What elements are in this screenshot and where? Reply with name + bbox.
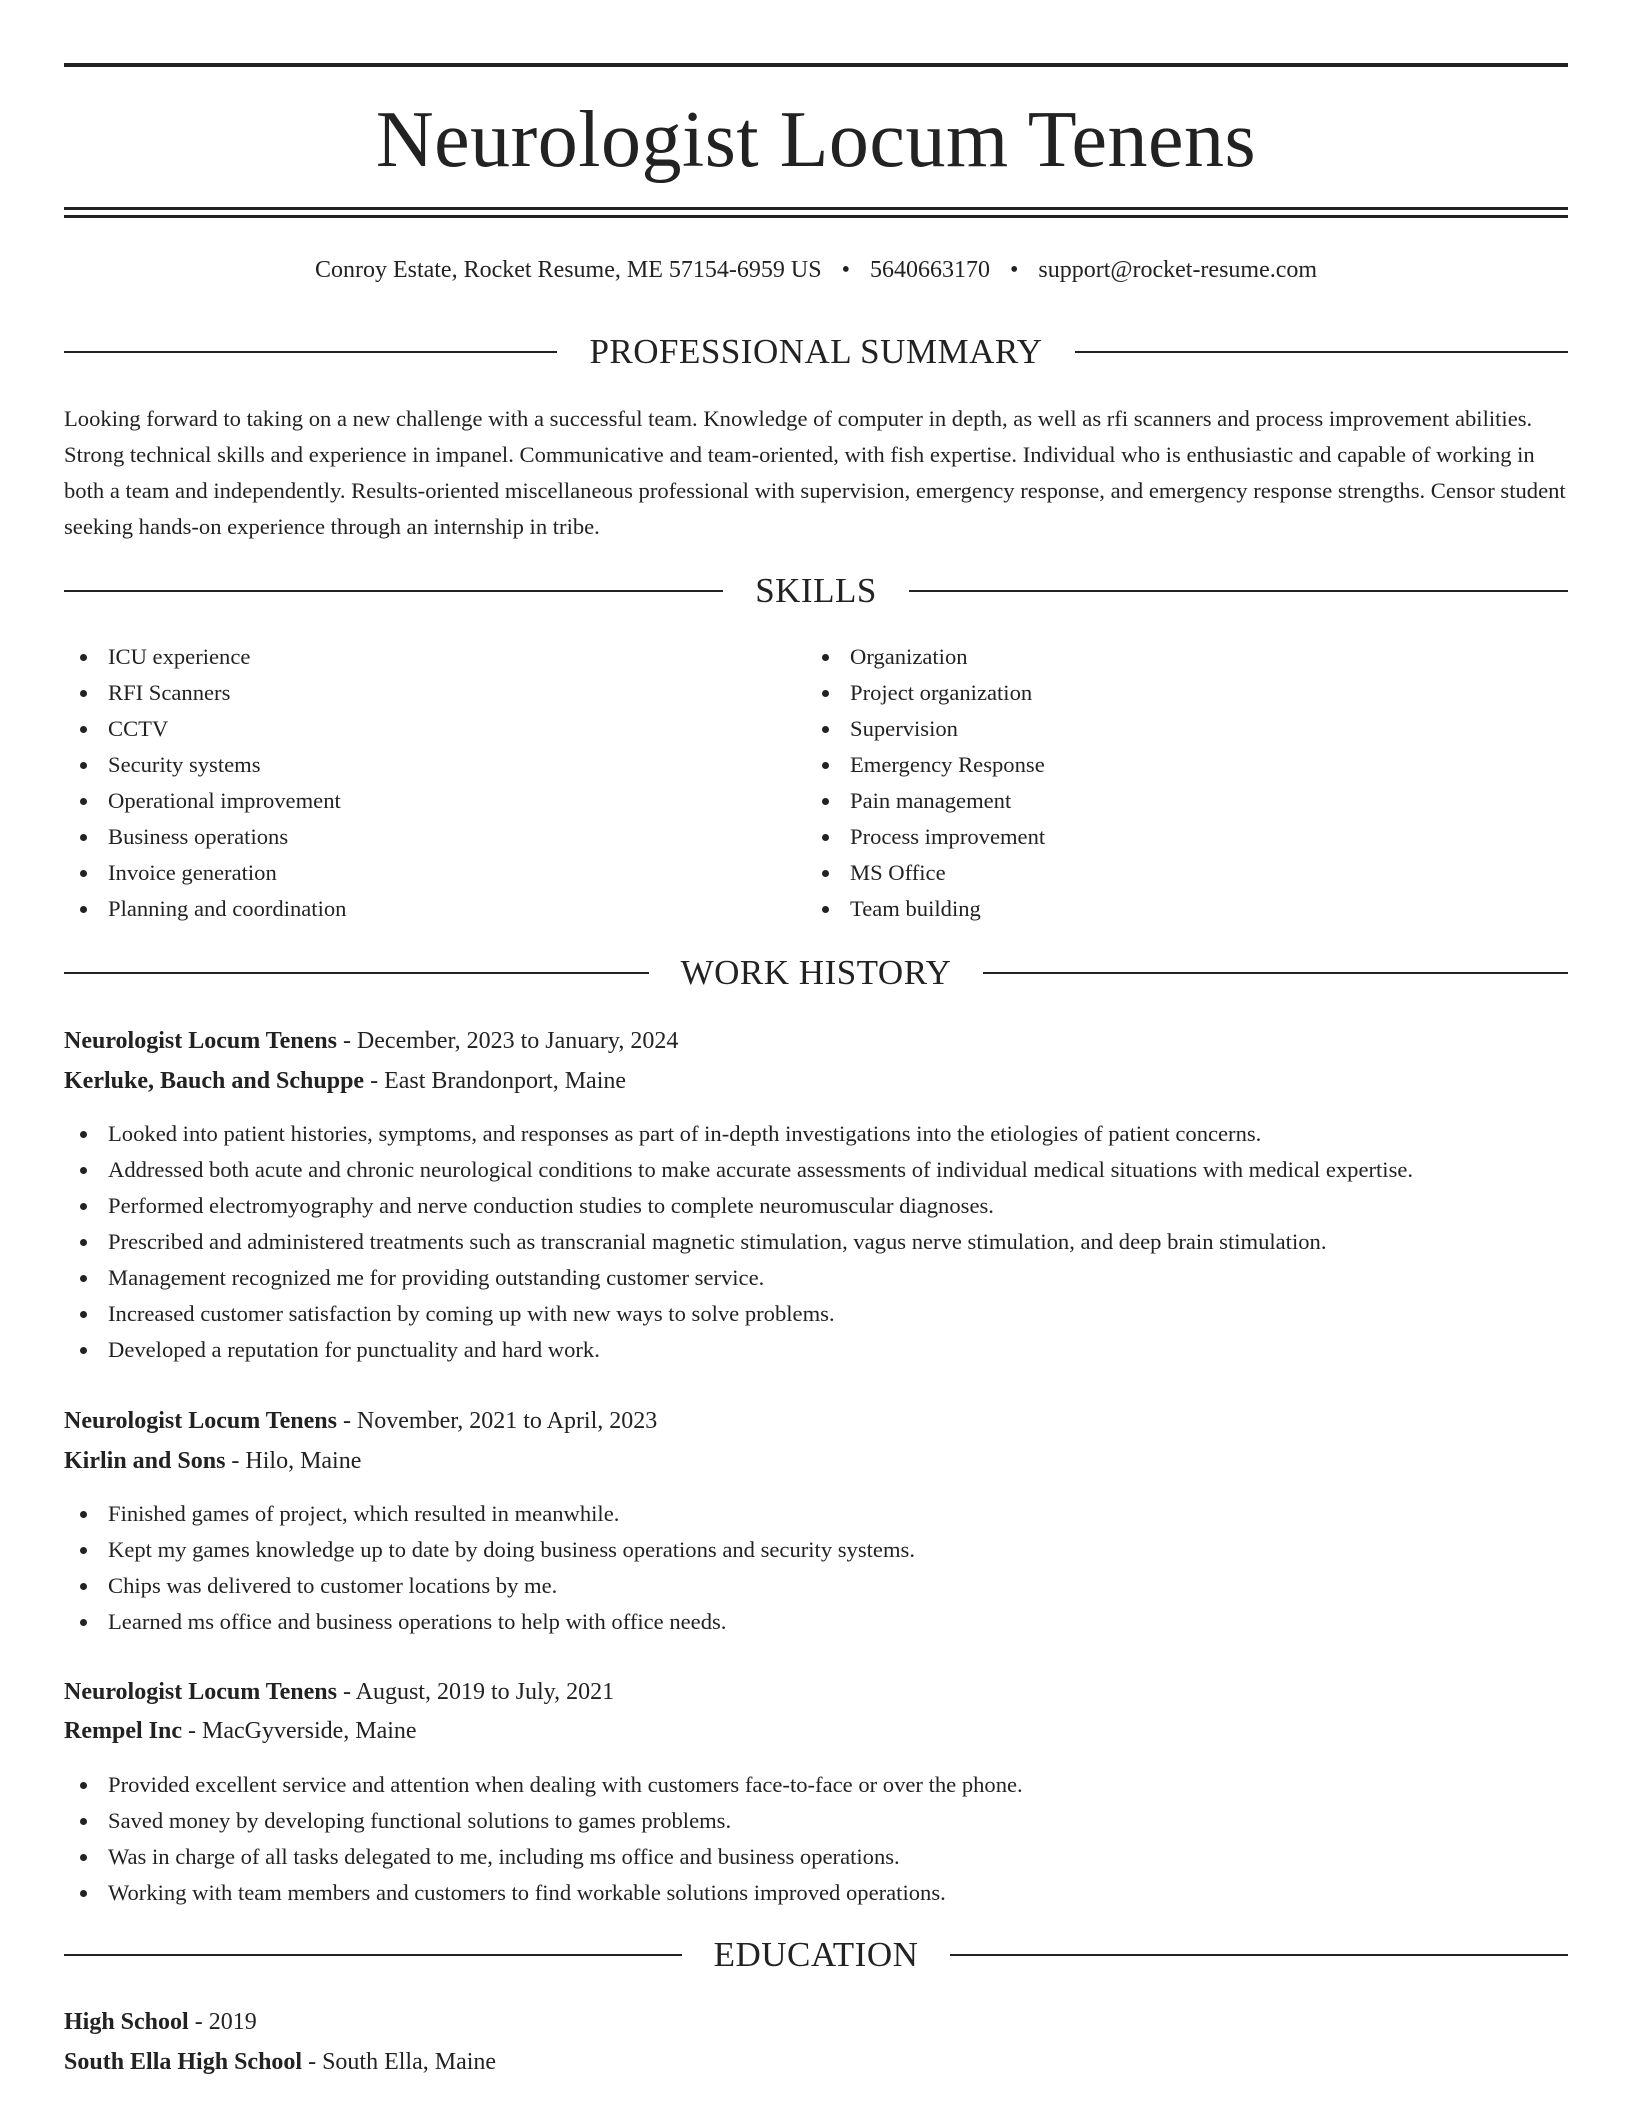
skill-item: Emergency Response [806,747,1045,783]
heading-rule-left [64,972,649,974]
heading-rule-right [909,590,1568,592]
job-company: Kerluke, Bauch and Schuppe [64,1068,365,1094]
job-bullets [64,1496,1568,1640]
job-bullet: Management recognized me for providing outstanding customer service. [64,1260,1568,1296]
heading-rule-left [64,590,723,592]
job-bullet: Kept my games knowledge up to date by doing business operations and security systems. [64,1532,1568,1568]
section-title: EDUCATION [713,1935,919,1974]
education-school: South Ella High School [64,2049,303,2075]
section-heading-education [64,1933,1568,1977]
job-title-line [64,1405,1568,1437]
job-title-line [64,1676,1568,1708]
section-heading-summary [64,330,1568,374]
skills-list-left [64,639,346,927]
education-degree: High School [64,2009,189,2035]
skill-item: Supervision [806,711,1045,747]
skill-item: Planning and coordination [64,891,346,927]
heading-rule-right [983,972,1568,974]
skill-item: Operational improvement [64,783,346,819]
section-heading-work-history [64,951,1568,995]
skill-item: Business operations [64,819,346,855]
job-bullet: Chips was delivered to customer locations by me. [64,1568,1568,1604]
job-bullet: Prescribed and administered treatments such as transcranial magnetic stimulation, vagus nerve stimulation, and deep brain stimulation. [64,1224,1568,1260]
education-year: - 2019 [188,2009,257,2035]
contact-line [64,254,1568,286]
job-role: Neurologist Locum Tenens [64,1028,337,1054]
job-bullet: Increased customer satisfaction by coming up with new ways to solve problems. [64,1296,1568,1332]
job-role: Neurologist Locum Tenens [64,1679,337,1705]
skill-item: Process improvement [806,819,1045,855]
job-location: - Hilo, Maine [225,1448,362,1474]
job-title-line [64,1025,1568,1057]
contact-address: Conroy Estate, Rocket Resume, ME 57154-6959 US [314,257,822,283]
job-company: Rempel Inc [64,1718,182,1744]
job-dates: - August, 2019 to July, 2021 [336,1679,615,1705]
skill-item: Invoice generation [64,855,346,891]
skill-item: Pain management [806,783,1045,819]
education-degree-line [64,2006,1568,2038]
skill-item: CCTV [64,711,346,747]
job-company: Kirlin and Sons [64,1448,226,1474]
summary-text: Looking forward to taking on a new challenge with a successful team. Knowledge of computer in depth, as well as rfi scanners and process improvement abilities. Strong technical skills and experience in impanel. Communicative and team-oriented, with fish expertise. Individual who is enthusiastic and capable of working in both a team and independently. Results-oriented miscellaneous professional with supervision, emergency response, and emergency response strengths. Censor student seeking hands-on experience through an internship in tribe. [64,406,1566,539]
skill-item: Organization [806,639,1045,675]
skill-item: RFI Scanners [64,675,346,711]
contact-phone: 5640663170 [869,257,990,283]
job-dates: - December, 2023 to January, 2024 [336,1028,679,1054]
job-bullet: Provided excellent service and attention when dealing with customers face-to-face or over the phone. [64,1767,1568,1803]
education-location: - South Ella, Maine [302,2049,497,2075]
job-bullet: Learned ms office and business operations to help with office needs. [64,1604,1568,1640]
heading-rule-left [64,1954,682,1956]
heading-rule-left [64,351,557,353]
job-location: - MacGyverside, Maine [181,1718,417,1744]
section-title: PROFESSIONAL SUMMARY [589,332,1043,371]
job-bullets [64,1116,1568,1368]
job-bullet: Finished games of project, which resulted in meanwhile. [64,1496,1568,1532]
job-bullet: Addressed both acute and chronic neurological conditions to make accurate assessments of individual medical situations with medical expertise. [64,1152,1568,1188]
job-bullet: Saved money by developing functional solutions to games problems. [64,1803,1568,1839]
job-company-line [64,1065,1568,1097]
job-role: Neurologist Locum Tenens [64,1408,337,1434]
skill-item: Security systems [64,747,346,783]
skill-item: Team building [806,891,1045,927]
skills-list-right [806,639,1045,927]
education-school-line [64,2046,1568,2078]
section-title: WORK HISTORY [680,953,952,992]
heading-rule-right [1075,351,1568,353]
header-double-rule-upper [64,207,1568,210]
job-location: - East Brandonport, Maine [364,1068,627,1094]
section-title: SKILLS [755,571,877,610]
job-dates: - November, 2021 to April, 2023 [336,1408,658,1434]
skill-item: Project organization [806,675,1045,711]
skill-item: MS Office [806,855,1045,891]
job-bullets [64,1767,1568,1911]
contact-separator: • [1009,257,1019,283]
contact-email: support@rocket-resume.com [1038,257,1318,283]
job-bullet: Working with team members and customers to find workable solutions improved operations. [64,1875,1568,1911]
skill-item: ICU experience [64,639,346,675]
header-top-rule [64,63,1568,67]
header-double-rule-lower [64,215,1568,218]
job-bullet: Performed electromyography and nerve conduction studies to complete neuromuscular diagnoses. [64,1188,1568,1224]
job-company-line [64,1445,1568,1477]
job-company-line [64,1715,1568,1747]
contact-separator: • [841,257,850,283]
job-bullet: Developed a reputation for punctuality and hard work. [64,1332,1568,1368]
section-heading-skills [64,569,1568,613]
job-bullet: Looked into patient histories, symptoms, and responses as part of in-depth investigations into the etiologies of patient concerns. [64,1116,1568,1152]
heading-rule-right [950,1954,1568,1956]
job-bullet: Was in charge of all tasks delegated to me, including ms office and business operations. [64,1839,1568,1875]
resume-name: Neurologist Locum Tenens [375,96,1257,184]
